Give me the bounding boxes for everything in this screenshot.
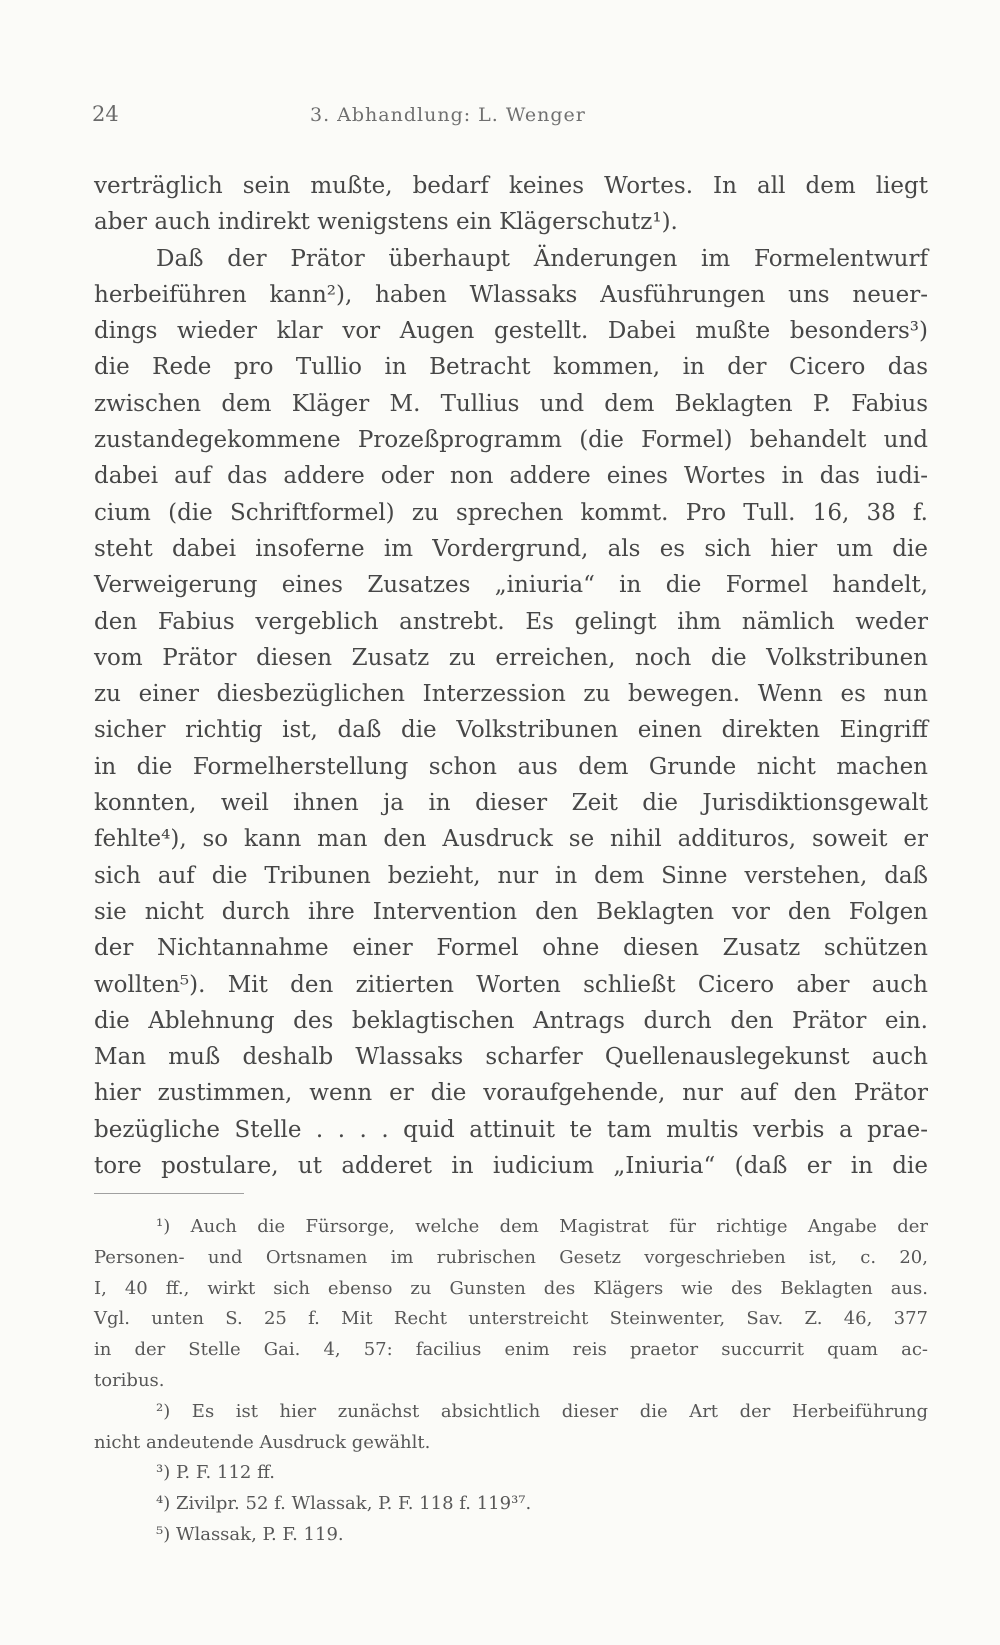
page-number: 24: [92, 102, 119, 126]
body-line: sicher richtig ist, daß die Volkstribunen einen direkten Eingriff: [94, 717, 928, 744]
body-line: steht dabei insoferne im Vordergrund, als es sich hier um die: [94, 535, 928, 562]
page-header: [92, 102, 892, 132]
footnote-divider: [94, 1193, 244, 1194]
footnote-line: nicht andeutende Ausdruck gewählt.: [94, 1431, 431, 1453]
footnotes: [94, 1212, 928, 1551]
body-line: dings wieder klar vor Augen gestellt. Dabei mußte besonders³): [94, 318, 928, 345]
body-line: wollten⁵). Mit den zitierten Worten schließt Cicero aber auch: [94, 971, 928, 998]
footnote-line: ¹) Auch die Fürsorge, welche dem Magistrat für richtige Angabe der: [156, 1216, 928, 1237]
footnote-line: in der Stelle Gai. 4, 57: facilius enim reis praetor succurrit quam ac-: [94, 1339, 928, 1361]
body-line: in die Formelherstellung schon aus dem Grunde nicht machen: [94, 753, 928, 780]
body-line: aber auch indirekt wenigstens ein Klägerschutz¹).: [94, 209, 678, 236]
body-line: sie nicht durch ihre Intervention den Beklagten vor den Folgen: [94, 898, 928, 925]
body-line: der Nichtannahme einer Formel ohne diesen Zusatz schützen: [94, 935, 928, 962]
body-line: sich auf die Tribunen bezieht, nur in dem Sinne verstehen, daß: [94, 862, 928, 889]
footnote-line: Personen- und Ortsnamen im rubrischen Gesetz vorgeschrieben ist, c. 20,: [94, 1246, 928, 1268]
footnote-line: ⁵) Wlassak, P. F. 119.: [156, 1523, 344, 1545]
body-line: tore postulare, ut adderet in iudicium „Iniuria“ (daß er in die: [94, 1153, 928, 1180]
body-line: Man muß deshalb Wlassaks scharfer Quellenauslegekunst auch: [94, 1044, 928, 1071]
body-line: zwischen dem Kläger M. Tullius und dem Beklagten P. Fabius: [94, 390, 928, 417]
body-line: herbeiführen kann²), haben Wlassaks Ausführungen uns neuer-: [94, 281, 928, 308]
body-text: [94, 168, 928, 1184]
body-line: bezügliche Stelle . . . . quid attinuit te tam multis verbis a prae-: [94, 1116, 928, 1143]
body-line: fehlte⁴), so kann man den Ausdruck se nihil addituros, soweit er: [94, 826, 928, 853]
body-line: verträglich sein mußte, bedarf keines Wortes. In all dem liegt: [94, 173, 928, 199]
footnote-line: ²) Es ist hier zunächst absichtlich dieser die Art der Herbeiführung: [156, 1400, 928, 1422]
body-line: den Fabius vergeblich anstrebt. Es gelingt ihm nämlich weder: [94, 608, 928, 635]
body-line: zu einer diesbezüglichen Interzession zu bewegen. Wenn es nun: [94, 681, 928, 708]
body-line: die Ablehnung des beklagtischen Antrags durch den Prätor ein.: [94, 1007, 928, 1034]
body-line: hier zustimmen, wenn er die voraufgehende, nur auf den Prätor: [94, 1080, 928, 1107]
body-line: cium (die Schriftformel) zu sprechen kommt. Pro Tull. 16, 38 f.: [94, 499, 928, 526]
body-line: zustandegekommene Prozeßprogramm (die Formel) behandelt und: [94, 427, 928, 454]
footnote-line: I, 40 ff., wirkt sich ebenso zu Gunsten des Klägers wie des Beklagten aus.: [94, 1277, 928, 1299]
body-line: dabei auf das addere oder non addere eines Wortes in das iudi-: [94, 463, 928, 490]
footnote-line: Vgl. unten S. 25 f. Mit Recht unterstreicht Steinwenter, Sav. Z. 46, 377: [94, 1308, 928, 1330]
body-line: konnten, weil ihnen ja in dieser Zeit die Jurisdiktionsgewalt: [94, 790, 928, 817]
body-line: vom Prätor diesen Zusatz zu erreichen, noch die Volkstribunen: [94, 644, 928, 671]
running-head: 3. Abhandlung: L. Wenger: [310, 104, 586, 126]
body-line: die Rede pro Tullio in Betracht kommen, in der Cicero das: [94, 354, 928, 381]
footnote-line: toribus.: [94, 1369, 165, 1391]
footnote-line: ³) P. F. 112 ff.: [156, 1462, 275, 1484]
footnote-line: ⁴) Zivilpr. 52 f. Wlassak, P. F. 118 f. 119³⁷.: [156, 1493, 532, 1515]
body-line: Daß der Prätor überhaupt Änderungen im Formelentwurf: [156, 245, 928, 272]
body-line: Verweigerung eines Zusatzes „iniuria“ in die Formel handelt,: [94, 572, 928, 599]
